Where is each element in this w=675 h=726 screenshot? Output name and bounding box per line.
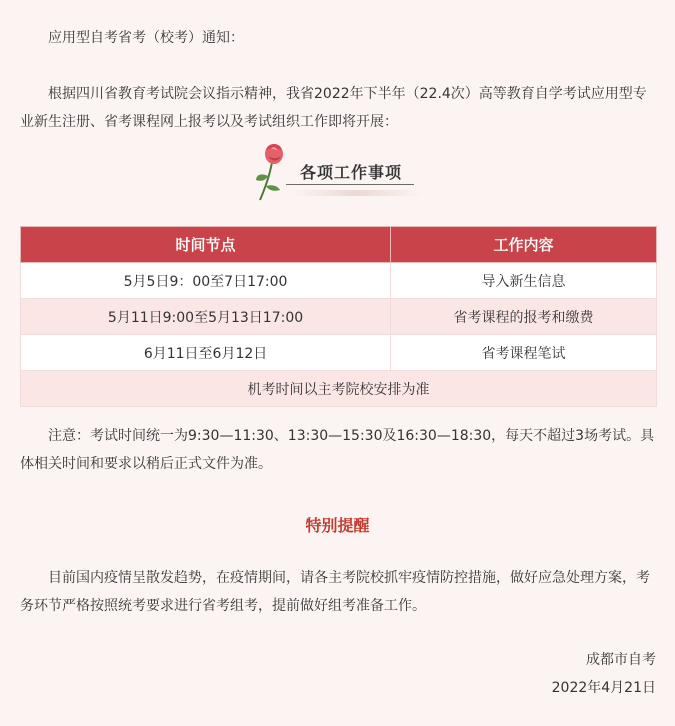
main-paragraph: 根据四川省教育考试院会议指示精神，我省2022年下半年（22.4次）高等教育自学考试应用型专业新生注册、省考课程网上报考以及考试组织工作即将开展：	[20, 86, 647, 130]
signature-date: 2022年4月21日	[551, 680, 656, 696]
rose-icon	[252, 140, 292, 202]
note-paragraph: 注意：考试时间统一为9:30—11:30、13:30—15:30及16:30—18:30，每天不超过3场考试。具体相关时间和要求以稍后正式文件为准。	[20, 428, 655, 472]
row-content: 省考课程的报考和缴费	[391, 299, 657, 335]
intro-text: 应用型自考省考（校考）通知：	[48, 30, 244, 46]
table-row	[21, 299, 657, 335]
row-time: 6月11日至6月12日	[21, 335, 391, 371]
table-row	[21, 335, 657, 371]
heading-shadow	[292, 190, 422, 196]
row-content: 导入新生信息	[391, 263, 657, 299]
row-content: 省考课程笔试	[391, 335, 657, 371]
section-heading	[252, 140, 432, 204]
special-title: 特别提醒	[305, 516, 370, 535]
heading-title: 各项工作事项	[300, 163, 403, 182]
header-content: 工作内容	[391, 227, 657, 263]
table-header-row	[21, 227, 657, 263]
signature-org: 成都市自考	[586, 652, 656, 668]
table-footer-row	[21, 371, 657, 407]
table-row	[21, 263, 657, 299]
reminder-paragraph: 目前国内疫情呈散发趋势，在疫情期间，请各主考院校抓牢疫情防控措施，做好应急处理方案，考务环节严格按照统考要求进行省考组考，提前做好组考准备工作。	[20, 570, 650, 614]
row-time: 5月5日9：00至7日17:00	[21, 263, 391, 299]
row-time: 5月11日9:00至5月13日17:00	[21, 299, 391, 335]
footer-note: 机考时间以主考院校安排为准	[21, 371, 657, 407]
heading-underline	[286, 184, 414, 185]
header-time: 时间节点	[21, 227, 391, 263]
schedule-table	[20, 226, 657, 407]
